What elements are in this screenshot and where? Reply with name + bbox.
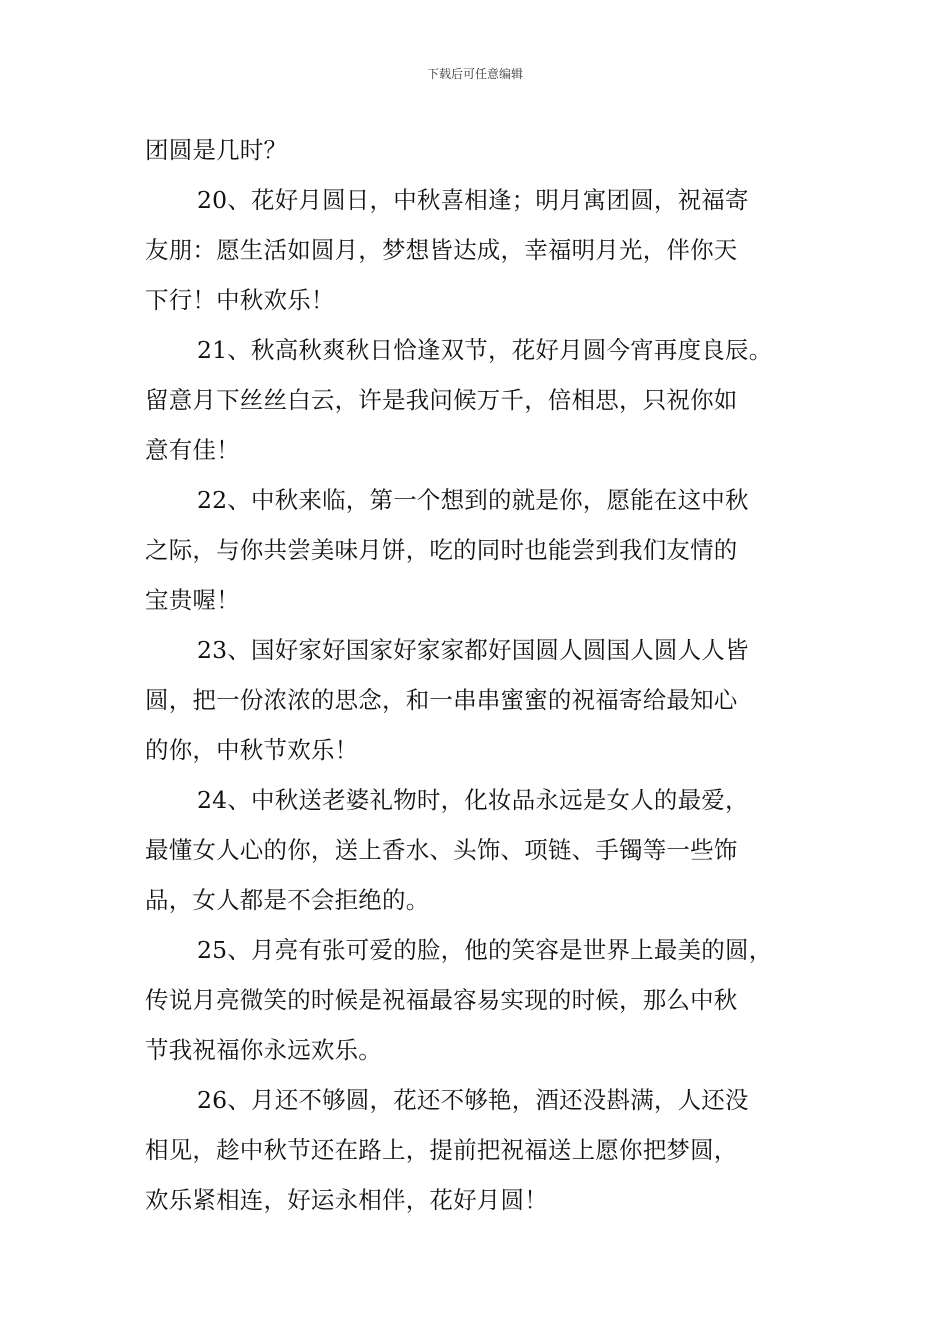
item-22-line-1: 22、中秋来临，第一个想到的就是你，愿能在这中秋 — [197, 486, 749, 514]
item-22-line-3: 宝贵喔！ — [145, 586, 240, 614]
item-25-line-2: 传说月亮微笑的时候是祝福最容易实现的时候，那么中秋 — [145, 986, 738, 1014]
item-25-line-1: 25、月亮有张可爱的脸，他的笑容是世界上最美的圆， — [197, 936, 773, 964]
item-26-line-3: 欢乐紧相连，好运永相伴，花好月圆！ — [145, 1186, 548, 1214]
item-21-line-3: 意有佳！ — [145, 436, 240, 464]
item-21-line-1: 21、秋高秋爽秋日恰逢双节，花好月圆今宵再度良辰。 — [197, 336, 773, 364]
item-26-line-1: 26、月还不够圆，花还不够艳，酒还没斟满，人还没 — [197, 1086, 749, 1114]
item-23-line-1: 23、国好家好国家好家家都好国圆人圆国人圆人人皆 — [197, 636, 749, 664]
item-24-line-1: 24、中秋送老婆礼物时，化妆品永远是女人的最爱， — [197, 786, 749, 814]
item-20-line-1: 20、花好月圆日，中秋喜相逢；明月寓团圆，祝福寄 — [197, 186, 749, 214]
item-20-line-3: 下行！中秋欢乐！ — [145, 286, 335, 314]
item-23-line-2: 圆，把一份浓浓的思念，和一串串蜜蜜的祝福寄给最知心 — [145, 686, 738, 714]
page-header: 下载后可任意编辑 — [426, 67, 523, 81]
item-24-line-3: 品，女人都是不会拒绝的。 — [145, 886, 430, 914]
item-20-line-2: 友朋：愿生活如圆月，梦想皆达成，幸福明月光，伴你天 — [145, 236, 738, 264]
item-23-line-3: 的你，中秋节欢乐！ — [145, 736, 359, 764]
item-25-line-3: 节我祝福你永远欢乐。 — [145, 1036, 382, 1064]
item-22-line-2: 之际，与你共尝美味月饼，吃的同时也能尝到我们友情的 — [145, 536, 738, 564]
text-line: 团圆是几时？ — [145, 136, 288, 164]
item-26-line-2: 相见，趁中秋节还在路上，提前把祝福送上愿你把梦圆， — [145, 1136, 738, 1164]
document-body — [145, 125, 810, 1225]
item-24-line-2: 最懂女人心的你，送上香水、头饰、项链、手镯等一些饰 — [145, 836, 738, 864]
item-21-line-2: 留意月下丝丝白云，许是我问候万千，倍相思，只祝你如 — [145, 386, 738, 414]
